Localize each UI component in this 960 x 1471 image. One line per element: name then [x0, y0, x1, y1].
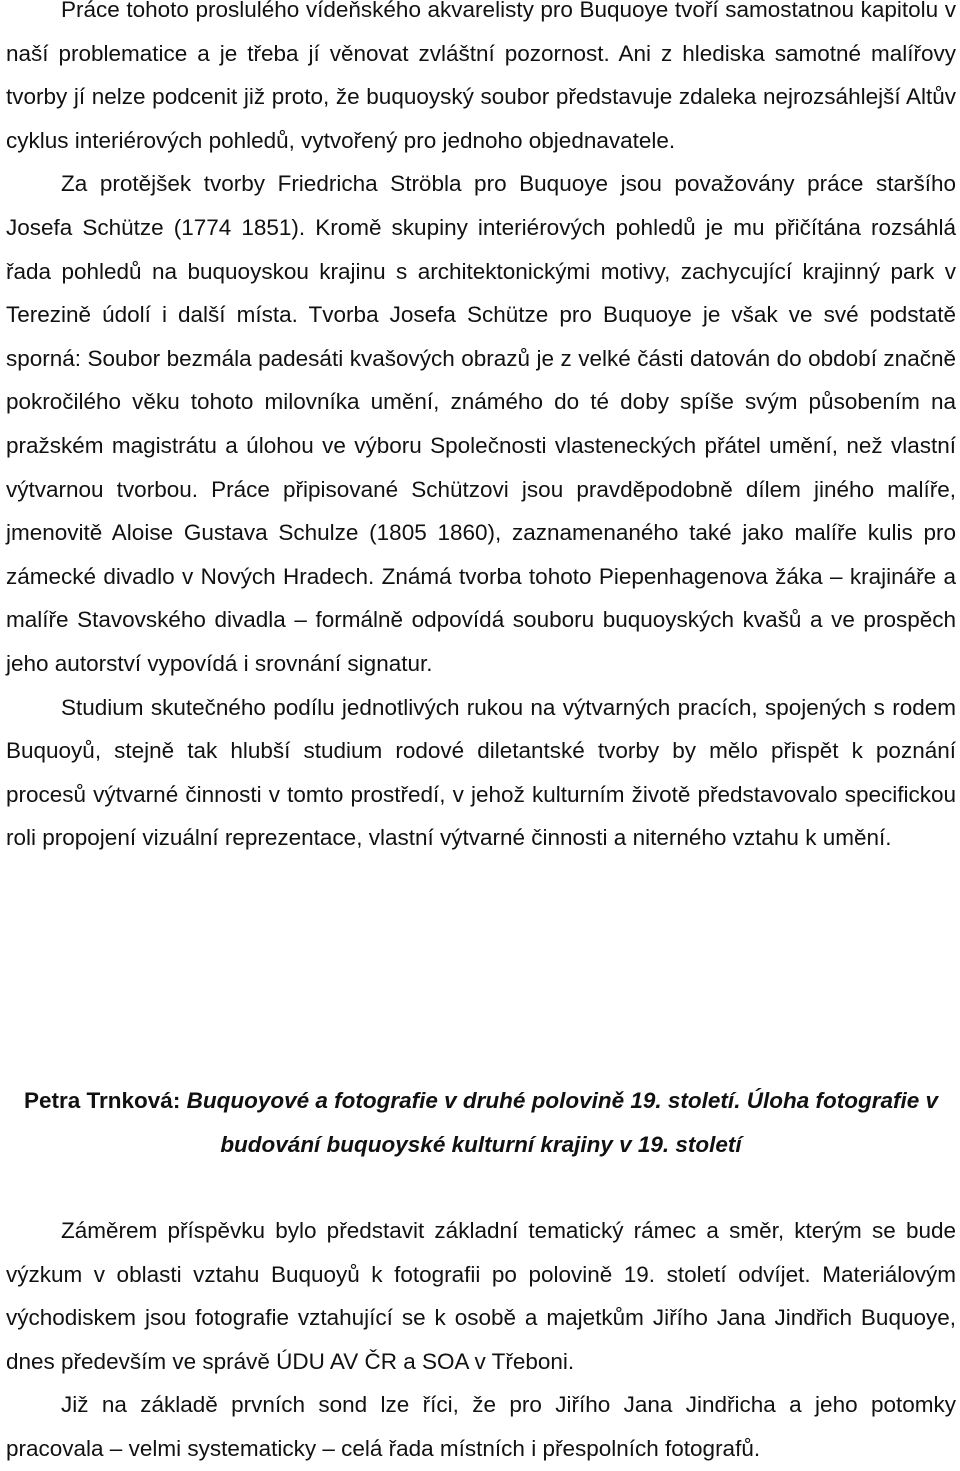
body-text-section	[6, 0, 956, 860]
paragraph-conclusion: Studium skutečného podílu jednotlivých rukou na výtvarných pracích, spojených s rodem Buquoyů, stejně tak hlubší studium rodové diletantské tvorby by mělo přispět k poznání procesů výtvarné činnosti v tomto prostředí, v jehož kulturním životě představovalo specifickou roli propojení vizuální reprezentace, vlastní výtvarné činnosti a niterného vztahu k umění.	[6, 694, 956, 851]
paragraph-alt: Práce tohoto proslulého vídeňského akvarelisty pro Buquoye tvoří samostatnou kapitolu v naší problematice a je třeba jí věnovat zvláštní pozornost. Ani z hlediska samotné malířovy tvorby jí nelze podcenit již proto, že buquoyský soubor představuje zdaleka nejrozsáhlejší Altův cyklus interiérových pohledů, vytvořený pro jednoho objednavatele.	[6, 0, 956, 153]
paragraph-abstract-aim: Záměrem příspěvku bylo představit základní tematický rámec a směr, kterým se bude výzkum v oblasti vztahu Buquoyů k fotografii po polovině 19. století odvíjet. Materiálovým východiskem jsou fotografie vztahující se k osobě a majetkům Jiřího Jana Jindřich Buquoye, dnes především ve správě ÚDU AV ČR a SOA v Třeboni.	[6, 1218, 956, 1374]
heading-subtitle: Úloha fotografie v budování buquoyské kulturní krajiny v 19. století	[220, 1088, 938, 1157]
heading-title: Buquoyové a fotografie v druhé polovině 19. století	[186, 1088, 735, 1113]
abstract-section	[6, 1209, 956, 1471]
heading-author: Petra Trnková:	[24, 1088, 181, 1113]
paragraph-abstract-photographers: Již na základě prvních sond lze říci, že pro Jiřího Jana Jindřicha a jeho potomky pracovala – velmi systematicky – celá řada místních i přespolních fotografů.	[6, 1392, 956, 1461]
paragraph-schutze: Za protějšek tvorby Friedricha Ströbla pro Buquoye jsou považovány práce staršího Josefa Schütze (1774 1851). Kromě skupiny interiérových pohledů je mu přičítána rozsáhlá řada pohledů na buquoyskou krajinu s architektonickými motivy, zachycující krajinný park v Terezině údolí i další místa. Tvorba Josefa Schütze pro Buquoye je však ve své podstatě sporná: Soubor bezmála padesáti kvašových obrazů je z velké části datován do období značně pokročilého věku tohoto milovníka umění, známého do té doby spíše svým působením na pražském magistrátu a úlohou ve výboru Společnosti vlasteneckých přátel umění, než vlastní výtvarnou tvorbou. Práce připisované Schützovi jsou pravděpodobně dílem jiného malíře, jmenovitě Aloise Gustava Schulze (1805 1860), zaznamenaného také jako malíře kulis pro zámecké divadlo v Nových Hradech. Známá tvorba tohoto Piepenhagenova žáka – krajináře a malíře Stavovského divadla – formálně odpovídá souboru buquoyských kvašů a ve prospěch jeho autorství vypovídá i srovnání signatur.	[6, 171, 956, 676]
section-heading	[6, 1079, 956, 1166]
heading-separator: .	[734, 1088, 741, 1113]
